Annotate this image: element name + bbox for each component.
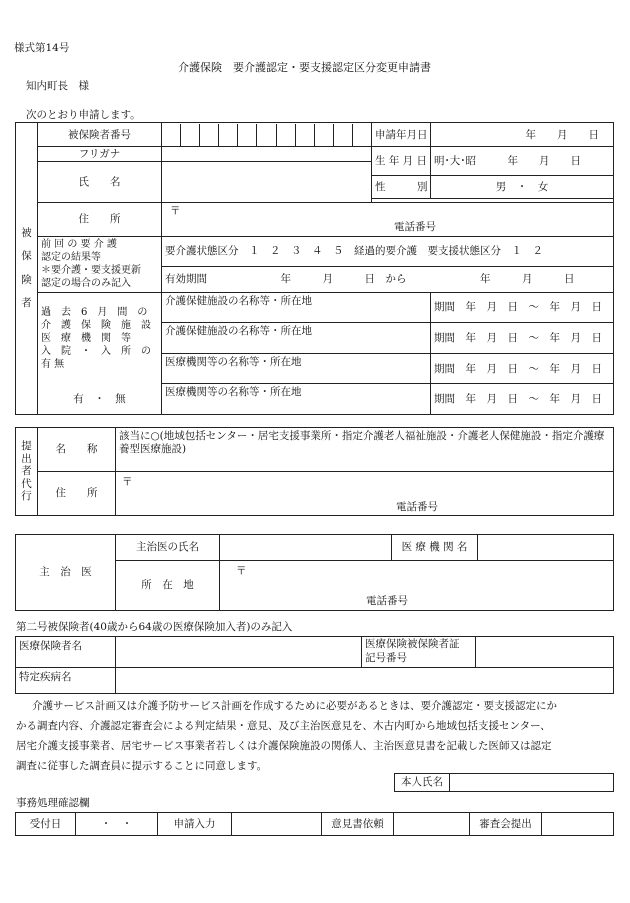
second-insured-table (15, 636, 614, 694)
application-input-label: 申請入力 (158, 813, 232, 836)
agent-table (15, 427, 614, 516)
apply-date-field[interactable]: 年 月 日 (431, 123, 614, 147)
opinion-request-field[interactable] (394, 813, 470, 836)
agent-phone-label: 電話番号 (396, 501, 438, 513)
hospitalization-has-field[interactable]: 有 ・ 無 (38, 384, 162, 415)
agent-name-label: 名 称 (38, 428, 116, 472)
application-input-field[interactable] (232, 813, 322, 836)
doctor-name-field[interactable] (220, 535, 392, 561)
previous-care-status[interactable]: 要介護状態区分 １ ２ ３ ４ ５ 経過的要介護 要支援状態区分 １ ２ (162, 236, 614, 266)
insured-table (15, 122, 614, 415)
insurance-card-field[interactable] (476, 637, 614, 668)
opinion-request-label: 意見書依頼 (322, 813, 394, 836)
consent-line-1: 介護サービス計画又は介護予防サービス計画を作成するために必要があるときは、要介護認定・要支援認定にか (32, 700, 557, 712)
addressee: 知内町長 様 (26, 80, 89, 92)
signature-field[interactable] (450, 774, 614, 792)
insurance-card-label: 医療保険被保険者証 記号番号 (362, 637, 476, 668)
form-title: 介護保険 要介護認定・要支援認定区分変更申請書 (178, 61, 431, 74)
doctor-address-label: 所 在 地 (116, 561, 220, 611)
facility-name-1[interactable]: 介護保健施設の名称等・所在地 (162, 292, 431, 323)
apply-date-label: 申請年月日 (372, 123, 431, 147)
facility-name-4[interactable]: 医療機関等の名称等・所在地 (162, 384, 431, 415)
specific-disease-label: 特定疾病名 (16, 668, 116, 694)
furigana-label: フリガナ (38, 147, 162, 162)
sex-field[interactable]: 男 ・ 女 (431, 175, 614, 198)
hospitalization-label: 過 去 6 月 間 の 介 護 保 険 施 設 医 療 機 関 等 入 院 ・ 入 所 の 有 無 (38, 292, 162, 384)
signature-table (394, 773, 614, 792)
form-number: 様式第14号 (14, 42, 70, 54)
facility-period-1[interactable]: 期間 年 月 日 ～ 年 月 日 (431, 292, 614, 323)
facility-period-4[interactable]: 期間 年 月 日 ～ 年 月 日 (431, 384, 614, 415)
address-label: 住 所 (38, 203, 162, 237)
agent-address-field[interactable] (116, 472, 614, 516)
review-submit-label: 審査会提出 (470, 813, 542, 836)
agent-side-label: 提 出 者 代 行 (16, 428, 38, 516)
facility-period-3[interactable]: 期間 年 月 日 ～ 年 月 日 (431, 353, 614, 384)
agent-name-field[interactable]: 該当に○(地域包括センター・居宅支援事業所・指定介護老人福祉施設・介護老人保健施設・指定介護療養型医療施設) (116, 428, 614, 472)
doctor-phone-label: 電話番号 (366, 595, 408, 607)
consent-line-3: 居宅介護支援事業者、居宅サービス事業者若しくは介護保険施設の関係人、主治医意見書を記載した医師又は認定 (16, 740, 552, 752)
specific-disease-field[interactable] (116, 668, 614, 694)
medical-institution-field[interactable] (478, 535, 614, 561)
insurer-name-field[interactable] (116, 637, 362, 668)
review-submit-field[interactable] (542, 813, 614, 836)
furigana-field[interactable] (162, 147, 372, 162)
consent-line-4: 調査に従事した調査員に提示することに同意します。 (16, 760, 268, 772)
agent-postal-mark: 〒 (122, 476, 133, 488)
received-date-label: 受付日 (16, 813, 76, 836)
address-field[interactable] (162, 203, 614, 237)
doctor-address-field[interactable] (220, 561, 614, 611)
facility-period-2[interactable]: 期間 年 月 日 ～ 年 月 日 (431, 323, 614, 354)
intro-text: 次のとおり申請します。 (26, 109, 141, 121)
doctor-name-label: 主治医の氏名 (116, 535, 220, 561)
consent-line-2: かる調査内容、介護認定審査会による判定結果・意見、及び主治医意見を、木古内町から地域包括支援センター、 (16, 720, 551, 732)
agent-address-label: 住 所 (38, 472, 116, 516)
facility-name-2[interactable]: 介護保健施設の名称等・所在地 (162, 323, 431, 354)
doctor-label: 主 治 医 (16, 535, 116, 611)
valid-period-field[interactable]: 有効期間 年 月 日 から 年 月 日 (162, 266, 614, 292)
insured-number-boxes[interactable] (162, 123, 372, 147)
doctor-postal-mark: 〒 (236, 565, 247, 577)
insurer-name-label: 医療保険者名 (16, 637, 116, 668)
doctor-table (15, 534, 614, 611)
office-table (15, 812, 614, 836)
previous-result-label: 前 回 の 要 介 護 認定の結果等 ＊要介護・要支援更新 認定の場合のみ記入 (38, 236, 162, 292)
insured-side-label: 被 保 険 者 (16, 123, 38, 415)
signature-label: 本人氏名 (395, 774, 450, 792)
name-label: 氏 名 (38, 161, 162, 202)
office-heading: 事務処理確認欄 (16, 797, 90, 809)
birth-date-field[interactable]: 明･大･昭 年 月 日 (431, 147, 614, 175)
second-insured-heading: 第二号被保険者(40歳から64歳の医療保険加入者)のみ記入 (16, 621, 293, 633)
address-postal-mark: 〒 (170, 205, 181, 218)
facility-name-3[interactable]: 医療機関等の名称等・所在地 (162, 353, 431, 384)
sex-label: 性 別 (372, 175, 431, 198)
name-field[interactable] (162, 161, 372, 202)
received-date-field[interactable]: ・ ・ (76, 813, 158, 836)
insured-number-label: 被保険者番号 (38, 123, 162, 147)
birth-date-label: 生 年 月 日 (372, 147, 431, 175)
address-phone-label: 電話番号 (394, 221, 436, 234)
medical-institution-label: 医 療 機 関 名 (392, 535, 478, 561)
